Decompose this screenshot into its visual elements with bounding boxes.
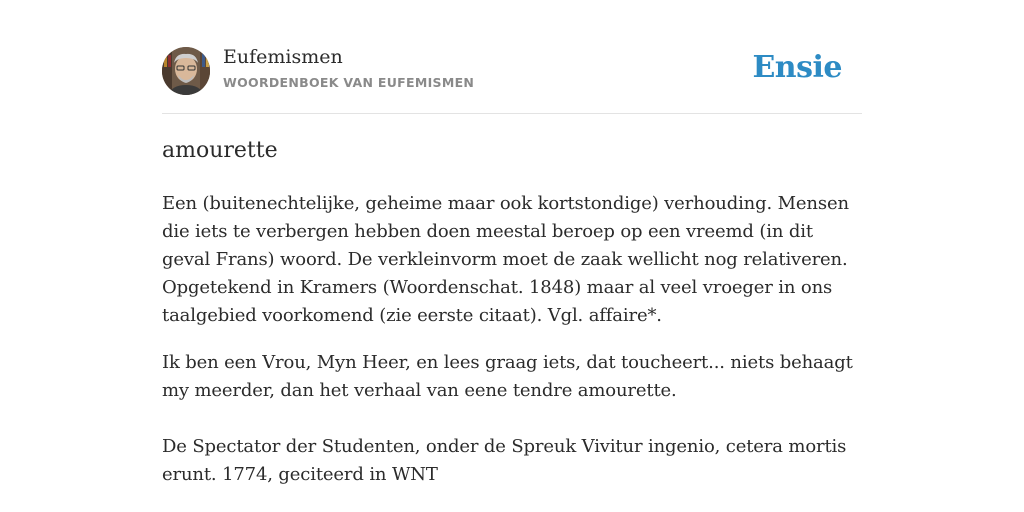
entry-term: amourette xyxy=(162,138,278,163)
dictionary-name[interactable]: Eufemismen xyxy=(223,46,343,68)
ensie-logo[interactable]: Ensie xyxy=(752,50,842,85)
avatar-portrait-icon xyxy=(162,47,210,95)
entry-definition: Een (buitenechtelijke, geheime maar ook kortstondige) verhouding. Mensen die iets te verbergen hebben doen meestal beroep op een vreemd (in dit geval Frans) woord. De verkleinvorm moet de zaak wellicht nog relativeren. Opgetekend in Kramers (Woordenschat. 1848) maar al veel vroeger in ons taalgebied voorkomend (zie eerste citaat). Vgl. affaire*. xyxy=(162,193,849,326)
dictionary-header xyxy=(162,0,862,114)
entry-quote: Ik ben een Vrou, Myn Heer, en lees graag iets, dat toucheert... niets behaagt my meerder, dan het verhaal van eene tendre amourette. xyxy=(162,352,853,401)
quote-source: De Spectator der Studenten, onder de Spreuk Vivitur ingenio, cetera mortis erunt. 1774, geciteerd in WNT xyxy=(162,436,847,485)
dictionary-subtitle: WOORDENBOEK VAN EUFEMISMEN xyxy=(223,75,475,90)
entry-card xyxy=(162,0,862,485)
author-avatar[interactable] xyxy=(162,47,210,95)
